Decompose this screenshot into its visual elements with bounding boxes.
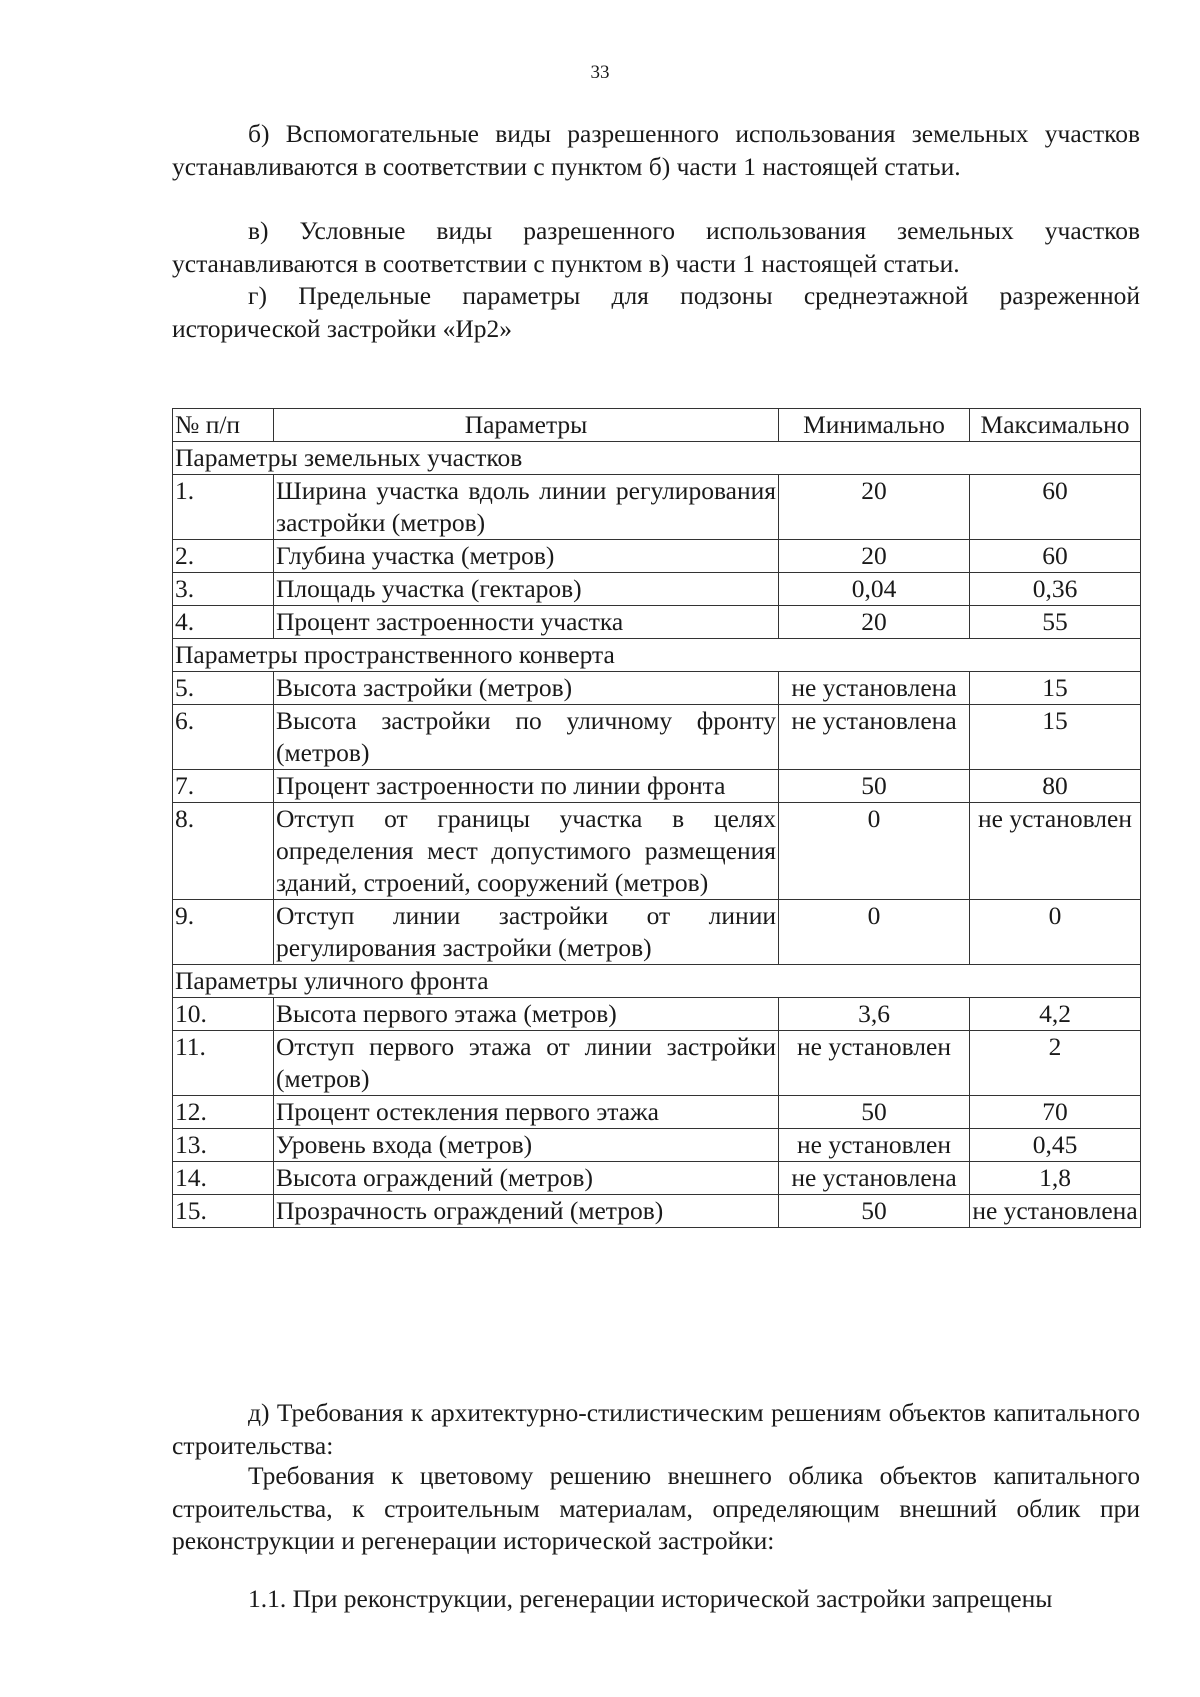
row-parameter: Процент застроенности по линии фронта [274, 770, 779, 803]
row-maximum: 15 [970, 705, 1141, 770]
row-number: 11. [173, 1031, 274, 1096]
row-parameter: Глубина участка (метров) [274, 540, 779, 573]
header-num: № п/п [173, 409, 274, 442]
row-number: 2. [173, 540, 274, 573]
row-number: 6. [173, 705, 274, 770]
header-param: Параметры [274, 409, 779, 442]
row-minimum: 0,04 [779, 573, 970, 606]
table-row [173, 475, 1141, 540]
table-row [173, 672, 1141, 705]
row-number: 3. [173, 573, 274, 606]
table-row [173, 900, 1141, 965]
row-number: 9. [173, 900, 274, 965]
header-min: Минимально [779, 409, 970, 442]
table-row [173, 1195, 1141, 1228]
row-maximum: 0 [970, 900, 1141, 965]
row-minimum: 3,6 [779, 998, 970, 1031]
row-minimum: 0 [779, 803, 970, 900]
row-number: 7. [173, 770, 274, 803]
row-parameter: Отступ линии застройки от линии регулирования застройки (метров) [274, 900, 779, 965]
row-number: 12. [173, 1096, 274, 1129]
row-minimum: 20 [779, 475, 970, 540]
paragraph-v: в) Условные виды разрешенного использования земельных участков устанавливаются в соответствии с пунктом в) части 1 настоящей статьи. [172, 216, 1140, 278]
row-parameter: Высота застройки по уличному фронту (метров) [274, 705, 779, 770]
section-title: Параметры уличного фронта [173, 965, 1141, 998]
row-parameter: Площадь участка (гектаров) [274, 573, 779, 606]
row-minimum: 50 [779, 1195, 970, 1228]
row-maximum: 80 [970, 770, 1141, 803]
section-title: Параметры пространственного конверта [173, 639, 1141, 672]
row-parameter: Ширина участка вдоль линии регулирования застройки (метров) [274, 475, 779, 540]
row-maximum: 55 [970, 606, 1141, 639]
row-maximum: 0,36 [970, 573, 1141, 606]
row-parameter: Прозрачность ограждений (метров) [274, 1195, 779, 1228]
paragraph-b: б) Вспомогательные виды разрешенного использования земельных участков устанавливаются в соответствии с пунктом б) части 1 настоящей статьи. [172, 119, 1140, 181]
row-parameter: Отступ от границы участка в целях определения мест допустимого размещения зданий, строений, сооружений (метров) [274, 803, 779, 900]
table-row [173, 1096, 1141, 1129]
row-minimum: не установлен [779, 1129, 970, 1162]
row-maximum: 2 [970, 1031, 1141, 1096]
row-maximum: 60 [970, 475, 1141, 540]
row-maximum: 0,45 [970, 1129, 1141, 1162]
paragraph-item-1-1: 1.1. При реконструкции, регенерации исторической застройки запрещены [248, 1584, 1053, 1613]
row-number: 4. [173, 606, 274, 639]
table-row [173, 803, 1141, 900]
section-row [173, 442, 1141, 475]
header-max: Максимально [970, 409, 1141, 442]
row-parameter: Процент застроенности участка [274, 606, 779, 639]
section-row [173, 639, 1141, 672]
row-parameter: Высота застройки (метров) [274, 672, 779, 705]
table-row [173, 1129, 1141, 1162]
row-minimum: не установлена [779, 705, 970, 770]
row-maximum: 15 [970, 672, 1141, 705]
row-number: 1. [173, 475, 274, 540]
table-row [173, 1162, 1141, 1195]
paragraph-requirements: Требования к цветовому решению внешнего облика объектов капитального строительства, к строительным материалам, определяющим внешний облик при реконструкции и регенерации исторической застройки: [172, 1461, 1140, 1555]
page-number: 33 [590, 62, 610, 83]
section-title: Параметры земельных участков [173, 442, 1141, 475]
row-parameter: Высота первого этажа (метров) [274, 998, 779, 1031]
row-maximum: 70 [970, 1096, 1141, 1129]
row-minimum: не установлена [779, 1162, 970, 1195]
row-number: 14. [173, 1162, 274, 1195]
row-number: 10. [173, 998, 274, 1031]
table-row [173, 1031, 1141, 1096]
table-row [173, 606, 1141, 639]
section-row [173, 965, 1141, 998]
parameters-table [172, 408, 1141, 1228]
row-minimum: не установлен [779, 1031, 970, 1096]
row-minimum: 20 [779, 540, 970, 573]
table-row [173, 998, 1141, 1031]
row-minimum: 20 [779, 606, 970, 639]
row-maximum: не установлен [970, 803, 1141, 900]
row-parameter: Уровень входа (метров) [274, 1129, 779, 1162]
row-maximum: 60 [970, 540, 1141, 573]
table-header-row [173, 409, 1141, 442]
row-parameter: Отступ первого этажа от линии застройки (метров) [274, 1031, 779, 1096]
row-number: 13. [173, 1129, 274, 1162]
paragraph-d: д) Требования к архитектурно-стилистическим решениям объектов капитального строительства: [172, 1398, 1140, 1460]
table-body [173, 442, 1141, 1228]
row-number: 8. [173, 803, 274, 900]
row-maximum: 4,2 [970, 998, 1141, 1031]
table-row [173, 540, 1141, 573]
table-row [173, 705, 1141, 770]
row-parameter: Высота ограждений (метров) [274, 1162, 779, 1195]
row-minimum: 50 [779, 770, 970, 803]
row-number: 15. [173, 1195, 274, 1228]
row-parameter: Процент остекления первого этажа [274, 1096, 779, 1129]
row-minimum: 0 [779, 900, 970, 965]
table-row [173, 770, 1141, 803]
paragraph-g: г) Предельные параметры для подзоны среднеэтажной разреженной исторической застройки «Ир2» [172, 281, 1140, 343]
row-maximum: не установлена [970, 1195, 1141, 1228]
row-number: 5. [173, 672, 274, 705]
row-maximum: 1,8 [970, 1162, 1141, 1195]
row-minimum: не установлена [779, 672, 970, 705]
row-minimum: 50 [779, 1096, 970, 1129]
table-row [173, 573, 1141, 606]
